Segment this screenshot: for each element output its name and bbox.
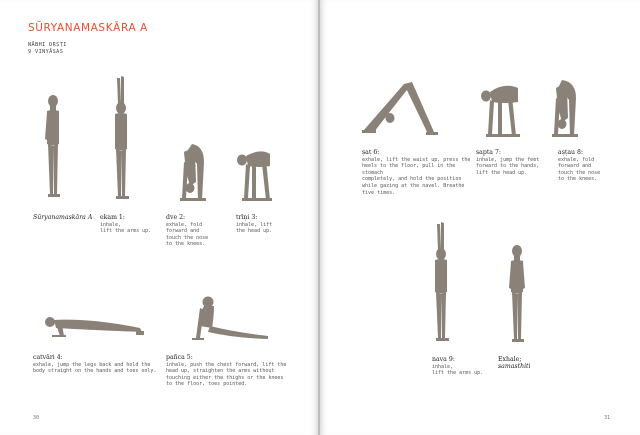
step-name: sapta 7: — [476, 149, 501, 156]
figure-sapta — [474, 80, 524, 140]
final-label: Exhale; — [498, 356, 522, 363]
step-name: pañca 5: — [166, 354, 193, 361]
page-title: SŪRYANAMASKĀRA A — [28, 22, 148, 34]
caption-samasthiti — [498, 357, 558, 370]
left-page — [0, 0, 318, 435]
figure-ekam — [104, 74, 138, 206]
step-name: dve 2: — [166, 214, 186, 221]
figure-nava — [424, 220, 458, 346]
page-number-right: 31 — [603, 415, 610, 421]
step-name: ekam 1: — [100, 214, 125, 221]
step-name: ṣaṭ 6: — [362, 149, 380, 156]
step-text: exhale, jump the legs back and hold the body straight on the hands and toes only. — [33, 361, 157, 375]
series-name: Sūryanamaskāra A — [33, 214, 93, 221]
figure-samasthiti-final — [502, 244, 532, 348]
caption-sat — [362, 150, 472, 196]
step-text: inhale, jump the feet forward to the hands, lift the head up. — [476, 156, 540, 176]
caption-catvari — [33, 355, 163, 375]
figure-catvari — [30, 310, 150, 340]
caption-nava — [432, 357, 498, 377]
figure-sat — [360, 78, 442, 138]
step-name: aṣṭau 8: — [558, 149, 584, 156]
right-page — [320, 0, 640, 435]
caption-ekam — [100, 215, 156, 235]
caption-dve — [166, 215, 226, 248]
step-text: inhale, lift the arms up. — [432, 363, 484, 377]
step-text: inhale, lift the arms up. — [100, 221, 152, 235]
figure-astau — [548, 78, 582, 140]
step-name: nava 9: — [432, 356, 455, 363]
step-name: catvāri 4: — [33, 354, 63, 361]
step-name: trīṇi 3: — [236, 214, 258, 221]
figure-trini — [232, 146, 276, 204]
step-text: exhale, fold forward and touch the nose to the knees. — [166, 221, 209, 248]
step-text: inhale, push the chest forward, lift the head up, straighten the arms without touching either the thighs or the knees to the floor, toes pointed. — [166, 361, 287, 388]
step-text: inhale, lift the head up. — [236, 221, 273, 235]
page-number-left: 30 — [33, 415, 40, 421]
caption-panca — [166, 355, 306, 388]
subtitle-vinyasas: 9 VINYĀSAS — [28, 49, 64, 55]
final-pose: samasthiti — [498, 362, 531, 370]
figure-panca — [184, 292, 270, 344]
caption-astau — [558, 150, 624, 183]
caption-sapta — [476, 150, 552, 176]
caption-series — [33, 215, 92, 222]
subtitle — [28, 42, 67, 56]
step-text: exhale, fold forward and touch the nose to the knees. — [558, 156, 601, 183]
subtitle-drishti: NĀBHI DṚṢṬI — [28, 42, 67, 48]
step-text: exhale, lift the waist up, press the heels to the floor, pull in the stomach completely, and hold the position while gazing at the navel. Breathe five times. — [362, 156, 471, 196]
figure-samasthiti — [38, 94, 68, 204]
figure-dve — [170, 142, 210, 204]
caption-trini — [236, 215, 296, 235]
